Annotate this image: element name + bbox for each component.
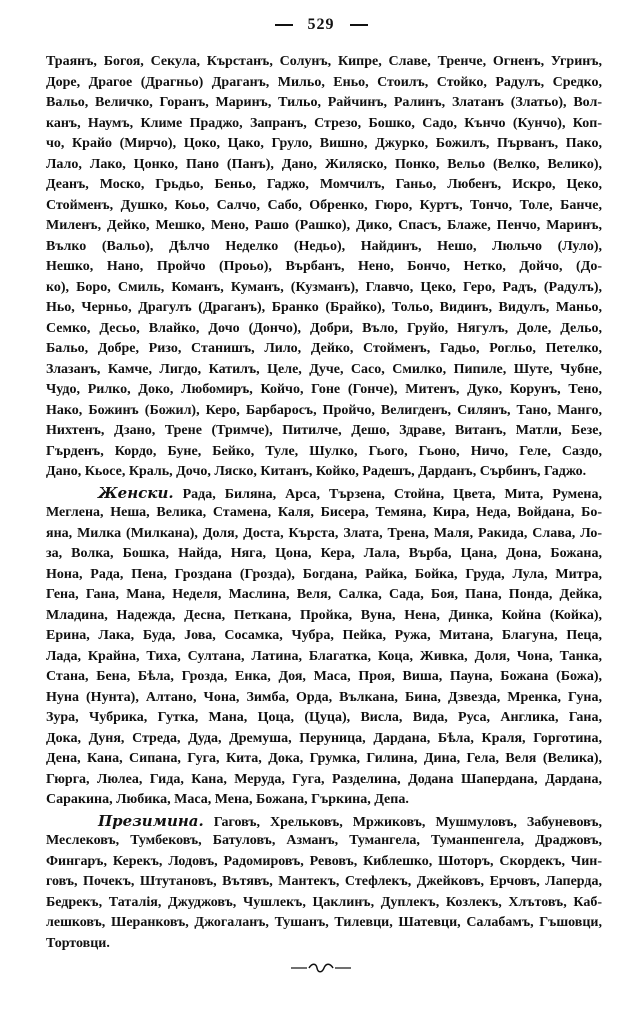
text-line — [46, 319, 602, 339]
text-line — [46, 749, 602, 769]
line-text: Стана, Бена, Бѣла, Грозда, Енка, Доя, Маса, Проя, Виша, Пауна, Божана (Божа), — [46, 669, 602, 684]
line-text: Нихтенъ, Дзано, Трене (Тримче), Питилче, Дешо, Здраве, Витанъ, Матли, Безе, — [46, 423, 602, 438]
text-line — [46, 708, 602, 728]
line-text: Меслековъ, Тумбековъ, Батуловъ, Азманъ, Тумангела, Туманпенгела, Драджовъ, — [46, 833, 602, 848]
text-line — [46, 93, 602, 113]
text-line — [46, 647, 602, 667]
line-text: Гюрга, Люлеа, Гида, Кана, Меруда, Гуга, Разделина, Додана Шапердана, Дардана, — [46, 771, 602, 787]
text-line — [46, 565, 602, 585]
line-text: Фингаръ, Керекъ, Лодовъ, Радомировъ, Ревовъ, Киблешко, Шоторъ, Скордекъ, Чин- — [46, 853, 602, 869]
text-line — [46, 237, 602, 257]
text-line — [46, 893, 602, 913]
line-text: Гена, Гана, Мана, Неделя, Маслина, Веля, Салка, Сада, Боя, Пана, Понда, Дейка, — [46, 587, 602, 602]
line-text: Нона, Рада, Пена, Гроздана (Гроздa), Богдана, Райка, Бойка, Груда, Лула, Митра, — [46, 566, 602, 582]
line-text: Чудо, Рилко, Доко, Любомиръ, Койчо, Гоне (Гонче), Митенъ, Дуко, Корунъ, Тено, — [46, 382, 602, 397]
line-text: чо, Крайо (Мирчо), Цоко, Цако, Груло, Вишно, Джурко, Божилъ, Първанъ, Пако, — [46, 136, 602, 151]
line-text: Бедрекъ, Таталія, Джуджовъ, Чушлекъ, Цаклинъ, Дуплекъ, Козлекъ, Хлътовъ, Каб- — [46, 894, 602, 910]
line-text: Ньо, Черньо, Драгулъ (Драганъ), Бранко (Брайко), Тольо, Видинъ, Видулъ, Маньо, — [46, 300, 602, 315]
line-text: Зура, Чубрика, Гутка, Мана, Цоца, (Цуца), Висла, Вида, Руса, Англика, Гана, — [46, 710, 602, 725]
text-line — [46, 770, 602, 790]
text-line — [46, 298, 602, 318]
section-heading: Женски. — [98, 483, 174, 502]
line-text: лешковъ, Шеранковъ, Джогаланъ, Тушанъ, Тилевци, Шатевци, Салабамъ, Гъшовци, — [46, 915, 602, 930]
ornament-divider — [291, 963, 351, 973]
line-text: Ерина, Лака, Буда, Јова, Сосамка, Чубра, Пейка, Ружа, Митана, Благуна, Пеца, — [46, 628, 602, 643]
text-line — [46, 73, 602, 93]
text-line — [46, 442, 602, 462]
text-line — [46, 503, 602, 523]
section-heading: Презимина. — [98, 811, 204, 830]
text-line — [46, 421, 602, 441]
line-text: Тортовци. — [46, 935, 110, 951]
line-text: Миленъ, Дейко, Мешко, Мено, Рашо (Рашко), Дико, Спасъ, Блаже, Пенчо, Маринъ, — [46, 218, 602, 233]
line-text: Доре, Драгое (Драгньо) Драганъ, Мильо, Еньо, Стоилъ, Стойко, Радулъ, Средко, — [46, 74, 602, 90]
text-line — [46, 913, 602, 933]
line-text: Саракина, Любика, Маса, Мена, Божана, Гъркина, Депа. — [46, 792, 409, 807]
text-line — [46, 626, 602, 646]
line-text: Стойменъ, Душко, Коьо, Салчо, Сабо, Обренко, Гюро, Куртъ, Тончо, Толе, Банче, — [46, 197, 602, 213]
line-text: Лало, Лако, Цонко, Пано (Панъ), Дано, Жиляско, Понко, Вельо (Велко, Велико), — [46, 156, 602, 172]
text-line — [46, 360, 602, 380]
line-text: Траянъ, Богоя, Секула, Кърстанъ, Солунъ, Кипре, Славе, Тренче, Огненъ, Угринъ, — [46, 54, 602, 69]
line-text: Рада, Биляна, Арса, Тързена, Стойна, Цвета, Мита, Румена, — [182, 486, 602, 502]
text-line — [46, 216, 602, 236]
text-line — [46, 462, 602, 482]
line-text: Гърденъ, Кордо, Буне, Бейко, Туле, Шулко, Гього, Гьоно, Ничо, Геле, Саздо, — [46, 443, 602, 459]
line-text: Вальо, Величко, Горанъ, Маринъ, Тильо, Райчинъ, Ралинъ, Златанъ (Златьо), Вол- — [46, 95, 602, 110]
line-text: Меглена, Неша, Велика, Стамена, Каля, Бисера, Темяна, Кира, Неда, Войдана, Бо- — [46, 505, 602, 520]
line-text: Дена, Кана, Сипана, Гуга, Кита, Дока, Грумка, Гилина, Дина, Гела, Веля (Велика), — [46, 751, 602, 766]
text-line — [46, 729, 602, 749]
line-text: Гаговъ, Хрельковъ, Мржиковъ, Мушмуловъ, Забуневовъ, — [213, 814, 602, 830]
text-line — [46, 155, 602, 175]
line-text: Младина, Надежда, Десна, Петкана, Пройка, Вуна, Нена, Динка, Койна (Койка), — [46, 607, 602, 623]
line-text: канъ, Наумъ, Климе Праджо, Запранъ, Стрезо, Бошко, Садо, Кънчо (Кунчо), Коп- — [46, 115, 602, 131]
text-line — [46, 934, 602, 954]
line-text: Злазанъ, Камче, Лигдо, Катилъ, Целе, Дуче, Сасо, Смилко, Пипиле, Шуте, Чубне, — [46, 361, 602, 377]
header-dash-left — [275, 24, 293, 26]
text-line — [46, 52, 602, 72]
text-line — [46, 339, 602, 359]
line-text: Дано, Кьосе, Краль, Дочо, Ляско, Китанъ, Койко, Радешъ, Дарданъ, Сърбинъ, Гаджо. — [46, 464, 587, 479]
text-line — [46, 688, 602, 708]
text-line — [46, 852, 602, 872]
page-header — [0, 16, 642, 40]
line-text: яна, Милка (Милкана), Доля, Доста, Кърста, Злата, Трена, Маля, Ракида, Слава, Ло- — [46, 525, 602, 541]
text-line — [46, 544, 602, 564]
text-line — [46, 278, 602, 298]
page-number: 529 — [307, 16, 335, 33]
text-line — [46, 811, 602, 831]
line-text: Лада, Крайна, Тиха, Султана, Латина, Благатка, Коца, Живка, Доля, Чона, Танка, — [46, 648, 602, 664]
text-line — [46, 585, 602, 605]
text-line — [46, 831, 602, 851]
line-text: ко), Боро, Смиль, Команъ, Куманъ, (Кузманъ), Главчо, Цеко, Геро, Радъ, (Радулъ), — [46, 279, 602, 295]
line-text: Нако, Божинъ (Божил), Керо, Барбаросъ, Пройчо, Велигденъ, Силянъ, Тано, Манго, — [46, 402, 602, 418]
line-text: говъ, Почекъ, Штутановъ, Вътявъ, Мантекъ, Стефлекъ, Джейковъ, Ерчовъ, Лаперда, — [46, 874, 602, 889]
text-line — [46, 524, 602, 544]
text-line — [46, 175, 602, 195]
text-line — [46, 606, 602, 626]
text-line — [46, 667, 602, 687]
line-text: Нуна (Нунта), Алтано, Чона, Зимба, Орда, Вълкана, Бина, Дзвезда, Мренка, Гуна, — [46, 689, 602, 705]
line-text: Вълко (Вальо), Дѣлчо Неделко (Недьо), Найдинъ, Нешо, Люльчо (Луло), — [46, 238, 602, 254]
line-text: Деанъ, Моско, Грьдьо, Беньо, Гаджо, Момчилъ, Ганьо, Любенъ, Искро, Цеко, — [46, 177, 602, 192]
text-line — [46, 872, 602, 892]
text-line — [46, 196, 602, 216]
text-line — [46, 790, 602, 810]
line-text: за, Волка, Бошка, Найда, Няга, Цона, Кера, Лала, Върба, Цана, Дона, Божана, — [46, 546, 602, 561]
text-line — [46, 257, 602, 277]
line-text: Бальо, Добре, Ризо, Станишъ, Лило, Дейко, Стойменъ, Гадьо, Рогльо, Петелко, — [46, 341, 602, 356]
line-text: Семко, Десьо, Влайко, Дочо (Дончо), Добри, Вълo, Груйо, Нягулъ, Доле, Дельо, — [46, 320, 602, 336]
text-line — [46, 114, 602, 134]
line-text: Дока, Дуня, Стреда, Дуда, Дремуша, Перуница, Дардана, Бѣла, Краля, Горготина, — [46, 730, 602, 746]
line-text: Нешко, Нано, Пройчо (Проьо), Върбанъ, Нено, Бончо, Нетко, Дойчо, (До- — [46, 259, 602, 274]
text-line — [46, 134, 602, 154]
text-line — [46, 380, 602, 400]
text-line — [46, 483, 602, 503]
text-line — [46, 401, 602, 421]
header-dash-right — [350, 24, 368, 26]
